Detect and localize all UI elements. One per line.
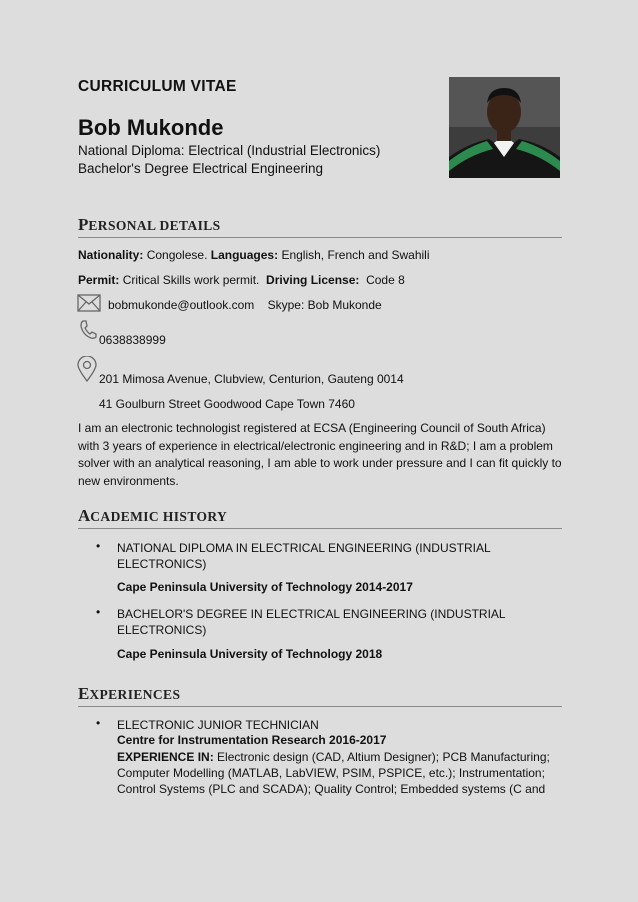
license-label: Driving License: [266, 273, 360, 287]
skype-text: Skype: Bob Mukonde [267, 298, 382, 312]
permit-line [78, 273, 405, 287]
qualification-2: Bachelor's Degree Electrical Engineering [78, 161, 323, 176]
academic-item-title: BACHELOR'S DEGREE IN ELECTRICAL ENGINEERING (INDUSTRIAL ELECTRONICS) [117, 607, 506, 637]
experience-text: Electronic design (CAD, Altium Designer); PCB Manufacturing; Computer Modelling (MATLAB, LabVIEW, PSIM, PSPICE, etc.); Instrumentation; Control Systems (PLC and SCADA); Quality Control; Embedded systems (C and [117, 750, 550, 796]
section-heading-rest: ERSONAL DETAILS [88, 218, 221, 233]
section-academic-history [78, 506, 562, 529]
profile-photo [449, 77, 560, 178]
section-heading-rest: XPERIENCES [89, 687, 181, 702]
permit-value: Critical Skills work permit. [122, 273, 260, 287]
experience-details [117, 749, 567, 797]
address-line-2: 41 Goulburn Street Goodwood Cape Town 7460 [99, 397, 355, 411]
candidate-name: Bob Mukonde [78, 115, 224, 140]
qualification-1: National Diploma: Electrical (Industrial Electronics) [78, 143, 381, 158]
section-heading-rest: CADEMIC HISTORY [90, 509, 228, 524]
nationality-line [78, 248, 430, 262]
phone-icon [79, 320, 97, 345]
phone-number: 0638838999 [99, 333, 166, 347]
academic-item-title: NATIONAL DIPLOMA IN ELECTRICAL ENGINEERING (INDUSTRIAL ELECTRONICS) [117, 541, 491, 571]
experience-org: Centre for Instrumentation Research 2016-2017 [117, 733, 387, 747]
license-value: Code 8 [366, 273, 405, 287]
bullet-icon: • [96, 605, 101, 619]
email-text[interactable]: bobmukonde@outlook.com [108, 298, 255, 312]
section-experiences [78, 684, 562, 707]
contact-line [108, 298, 382, 312]
nationality-label: Nationality: [78, 248, 144, 262]
nationality-value: Congolese. [146, 248, 208, 262]
envelope-icon [77, 294, 101, 317]
experience-role: ELECTRONIC JUNIOR TECHNICIAN [117, 718, 319, 732]
languages-label: Languages: [210, 248, 279, 262]
academic-item-institution: Cape Peninsula University of Technology 2014-2017 [117, 580, 413, 594]
section-heading-initial: E [78, 684, 90, 703]
bullet-icon: • [96, 539, 101, 553]
languages-value: English, French and Swahili [281, 248, 430, 262]
cv-label: CURRICULUM VITAE [78, 78, 237, 95]
section-heading-initial: A [78, 506, 91, 525]
section-personal-details [78, 215, 562, 238]
bullet-icon: • [96, 716, 101, 730]
summary-paragraph: I am an electronic technologist registered at ECSA (Engineering Council of South Africa) with 3 years of experience in electrical/electronic engineering and in R&D; I am a problem solver with an analytical reasoning, I am able to work under pressure and I can fit quickly to new environments. [78, 421, 562, 488]
section-heading-initial: P [78, 215, 89, 234]
permit-label: Permit: [78, 273, 120, 287]
academic-item-institution: Cape Peninsula University of Technology 2018 [117, 647, 383, 661]
address-line-1: 201 Mimosa Avenue, Clubview, Centurion, Gauteng 0014 [99, 372, 404, 386]
map-pin-icon [77, 356, 97, 387]
experience-label: EXPERIENCE IN: [117, 750, 214, 764]
